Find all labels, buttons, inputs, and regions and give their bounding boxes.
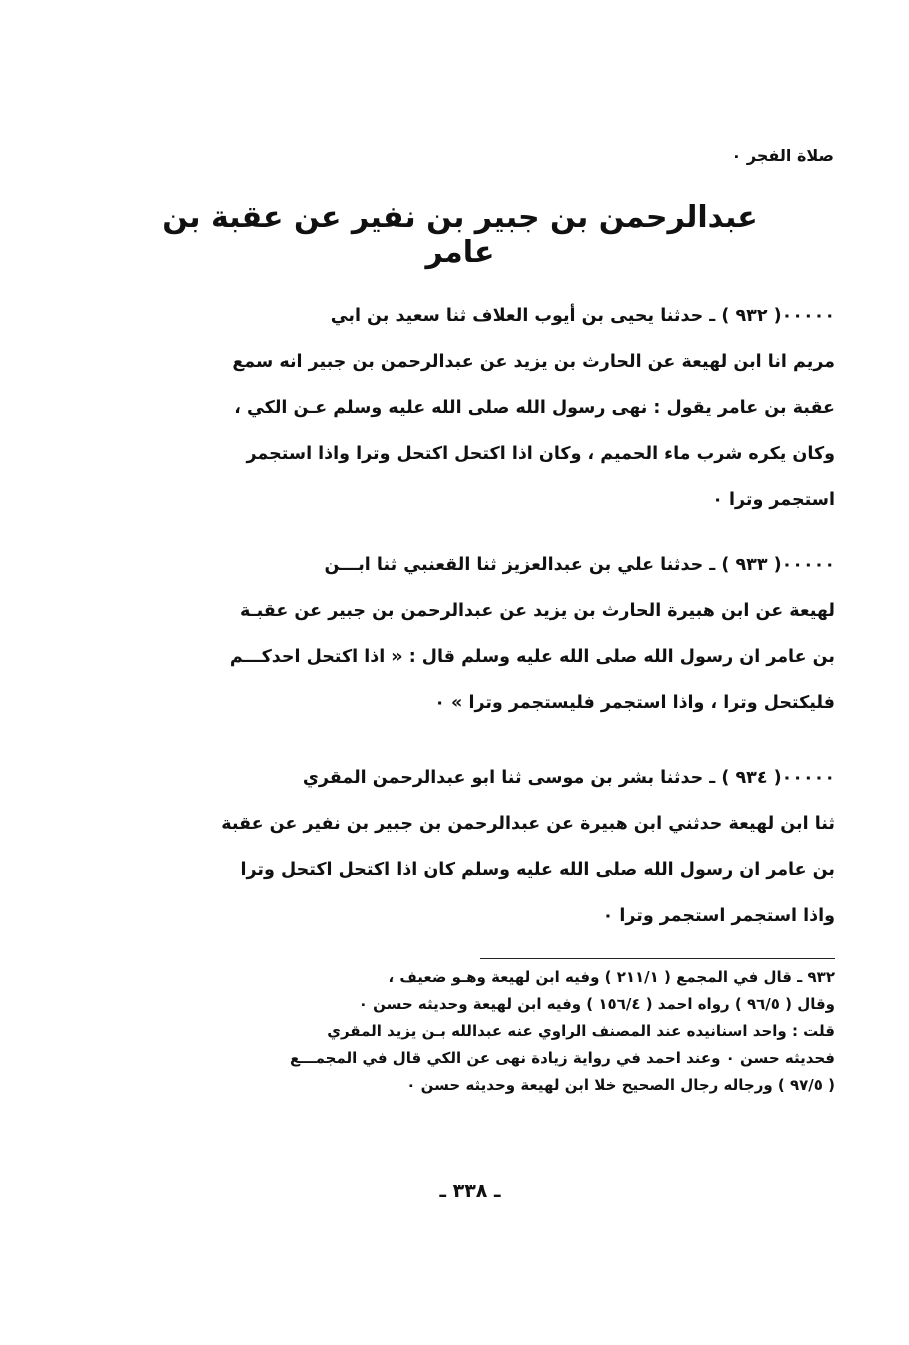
hadith-line: استجمر وترا ٠ (712, 490, 835, 510)
running-head: صلاة الفجر ٠ (731, 146, 834, 165)
hadith-line: واذا استجمر استجمر وترا ٠ (602, 906, 835, 926)
footnotes (128, 964, 835, 1099)
chapter-title: عبدالرحمن بن جبير بن نفير عن عقبة بن عامر (162, 200, 758, 270)
footnote-divider (480, 958, 835, 959)
hadith-line: ثنا ابن لهيعة حدثني ابن هبيرة عن عبدالرحمن بن جبير بن نفير عن عقبة (221, 814, 835, 834)
hadith-line: فليكتحل وترا ، واذا استجمر فليستجمر وترا » ٠ (434, 693, 835, 713)
hadith-line: لهيعة عن ابن هبيرة الحارث بن يزيد عن عبدالرحمن بن جبير عن عقبـة (240, 601, 835, 621)
footnote-line: فحديثه حسن ٠ وعند احمد في رواية زيادة نهى عن الكي قال في المجمـــع (289, 1049, 835, 1067)
footnote-line: ٩٣٢ ـ قال في المجمع ( ٢١١/١ ) وفيه ابن لهيعة وهـو ضعيف ، (388, 968, 835, 986)
hadith-933 (128, 542, 835, 726)
hadith-line: بن عامر ان رسول الله صلى الله عليه وسلم قال : « اذا اكتحل احدكـــم (229, 647, 835, 667)
footnote-line: وقال ( ٩٦/٥ ) رواه احمد ( ١٥٦/٤ ) وفيه ابن لهيعة وحديثه حسن ٠ (358, 995, 835, 1013)
hadith-line: ٠٠٠٠٠( ٩٣٢ ) ـ حدثنا يحيى بن أيوب العلاف ثنا سعيد بن ابي (330, 306, 835, 326)
footnote-line: ( ٩٧/٥ ) ورجاله رجال الصحيح خلا ابن لهيعة وحديثه حسن ٠ (406, 1076, 835, 1094)
footnote-line: قلت : واحد اسنانيده عند المصنف الراوي عنه عبدالله بـن يزيد المقري (327, 1022, 835, 1040)
hadith-line: عقبة بن عامر يقول : نهى رسول الله صلى الله عليه وسلم عـن الكي ، (234, 398, 835, 418)
page-number: ـ ٣٣٨ ـ (439, 1180, 501, 1202)
hadith-line: ٠٠٠٠٠( ٩٣٣ ) ـ حدثنا علي بن عبدالعزيز ثنا القعنبي ثنا ابـــن (324, 555, 835, 575)
hadith-932 (128, 293, 835, 523)
hadith-934 (128, 755, 835, 939)
hadith-line: بن عامر ان رسول الله صلى الله عليه وسلم كان اذا اكتحل اكتحل وترا (240, 860, 835, 880)
hadith-line: مريم انا ابن لهيعة عن الحارث بن يزيد عن عبدالرحمن بن جبير انه سمع (232, 352, 835, 372)
hadith-line: ٠٠٠٠٠( ٩٣٤ ) ـ حدثنا بشر بن موسى ثنا ابو عبدالرحمن المقري (302, 768, 835, 788)
hadith-line: وكان يكره شرب ماء الحميم ، وكان اذا اكتحل اكتحل وترا واذا استجمر (246, 444, 835, 464)
